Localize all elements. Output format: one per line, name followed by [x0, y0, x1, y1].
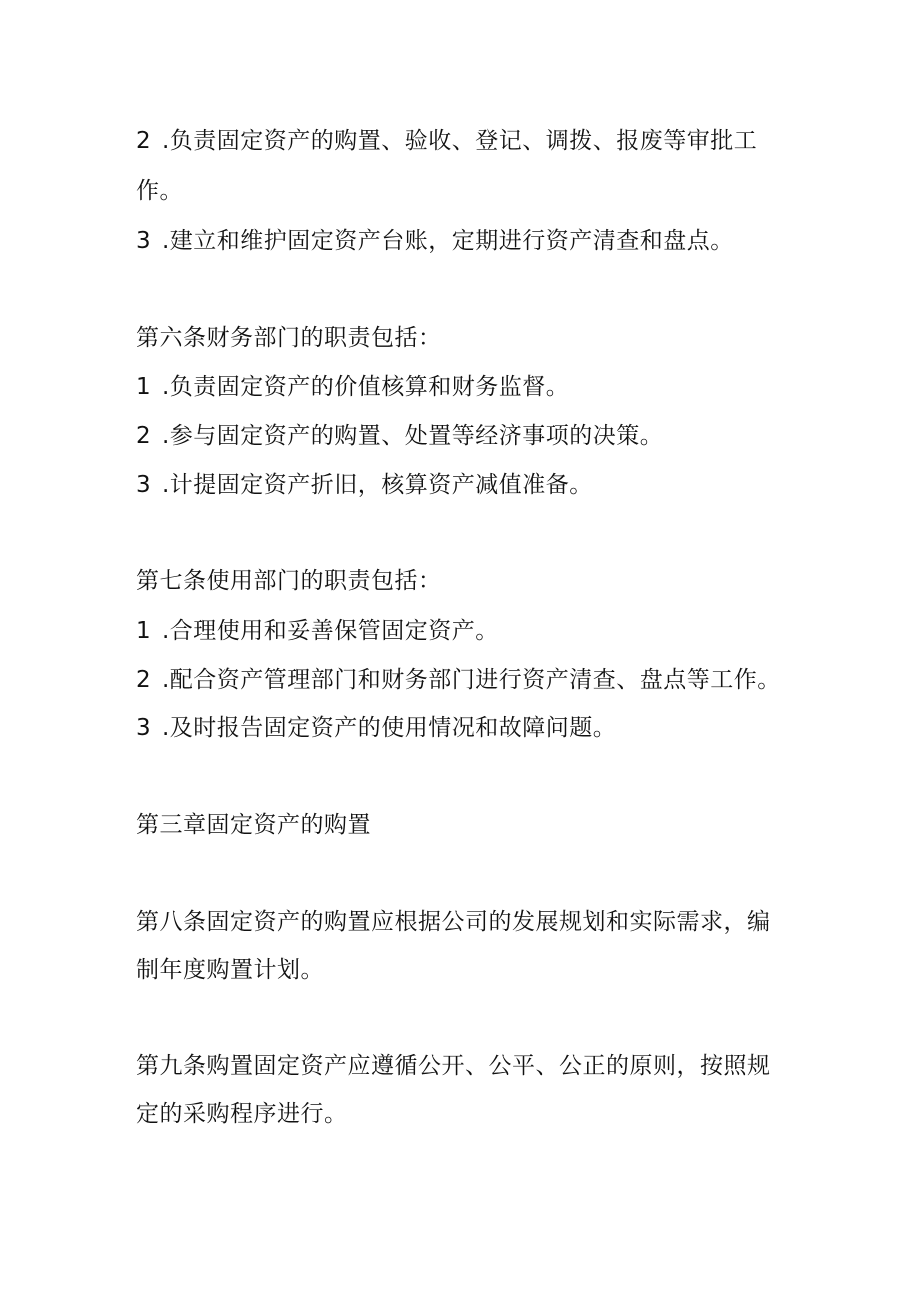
- item-number: 3: [136, 715, 152, 741]
- list-item: [136, 616, 499, 646]
- item-number: 3: [136, 228, 152, 254]
- list-item: [136, 372, 569, 402]
- list-item: [136, 665, 781, 695]
- item-text: .合理使用和妥善保管固定资产。: [162, 618, 499, 644]
- list-item: [136, 226, 734, 256]
- list-item-continuation: 作。: [136, 178, 183, 204]
- article-heading: 第七条使用部门的职责包括：: [136, 568, 442, 594]
- item-text: .负责固定资产的价值核算和财务监督。: [162, 374, 570, 400]
- chapter-title: 第三章固定资产的购置: [136, 812, 371, 838]
- item-number: 2: [136, 128, 152, 154]
- article-paragraph-line: 第九条购置固定资产应遵循公开、公平、公正的原则，按照规: [136, 1053, 771, 1079]
- item-text: .及时报告固定资产的使用情况和故障问题。: [162, 715, 617, 741]
- list-item: [136, 470, 593, 500]
- item-text: .负责固定资产的购置、验收、登记、调拨、报废等审批工: [162, 128, 758, 154]
- item-number: 2: [136, 423, 152, 449]
- article-paragraph-line: 制年度购置计划。: [136, 957, 324, 983]
- item-text: .配合资产管理部门和财务部门进行资产清查、盘点等工作。: [162, 667, 781, 693]
- item-text: .建立和维护固定资产台账，定期进行资产清查和盘点。: [162, 228, 734, 254]
- item-number: 1: [136, 374, 152, 400]
- list-item: [136, 126, 757, 156]
- article-heading: 第六条财务部门的职责包括：: [136, 325, 442, 351]
- item-number: 1: [136, 618, 152, 644]
- item-number: 2: [136, 667, 152, 693]
- list-item: [136, 713, 616, 743]
- list-item: [136, 421, 663, 451]
- item-text: .参与固定资产的购置、处置等经济事项的决策。: [162, 423, 664, 449]
- item-number: 3: [136, 472, 152, 498]
- article-paragraph-line: 第八条固定资产的购置应根据公司的发展规划和实际需求，编: [136, 909, 771, 935]
- article-paragraph-line: 定的采购程序进行。: [136, 1101, 348, 1127]
- item-text: .计提固定资产折旧，核算资产减值准备。: [162, 472, 593, 498]
